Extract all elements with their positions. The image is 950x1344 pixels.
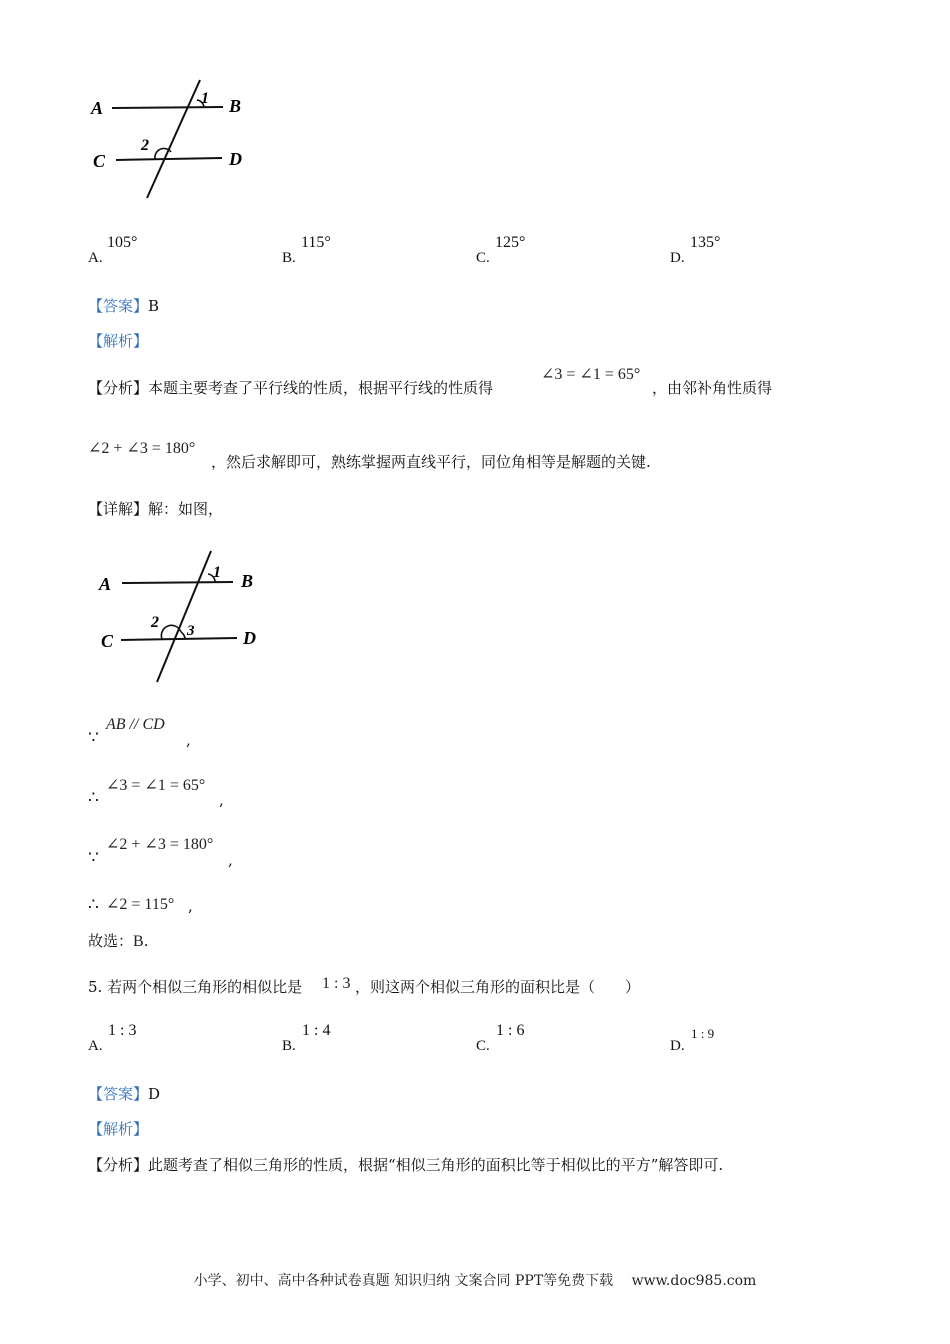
parallel-lines-figure-1 xyxy=(85,70,260,210)
q4-detail xyxy=(88,499,223,519)
step-1-comma: , xyxy=(186,731,191,749)
q4-option-a-value: 105° xyxy=(107,234,138,251)
q4-jiexi-tag: 【解析】 xyxy=(88,332,149,350)
line-ab xyxy=(122,582,233,583)
page-footer: 小学、初中、高中各种试卷真题 知识归纳 文案合同 PPT等免费下载 www.doc985.com xyxy=(193,1273,757,1289)
q4-option-d-letter: D. xyxy=(670,250,685,266)
label-2: 2 xyxy=(141,137,149,154)
because-symbol: ∵ xyxy=(88,848,99,868)
line-ab xyxy=(112,107,223,108)
step-2-comma: , xyxy=(219,791,224,809)
analysis-tag: 【分析】 xyxy=(88,379,149,397)
label-1: 1 xyxy=(201,90,209,107)
q5-stem-text-1: 5. 若两个相似三角形的相似比是 xyxy=(88,978,303,996)
answer-value: B xyxy=(148,297,160,315)
choose-value: B xyxy=(133,933,144,950)
transversal xyxy=(157,551,211,682)
q5-option-c-value: 1 : 6 xyxy=(496,1022,525,1039)
q5-option-b-value: 1 : 4 xyxy=(302,1022,331,1039)
label-b: B xyxy=(229,96,242,116)
analysis-math-2: ∠2 + ∠3 = 180° xyxy=(88,440,196,457)
step-4-comma: , xyxy=(188,897,193,915)
q4-option-c-letter: C. xyxy=(476,250,490,266)
label-c: C xyxy=(101,631,114,651)
q5-option-b-letter: B. xyxy=(282,1038,296,1054)
choose-end: . xyxy=(143,932,149,950)
q5-option-c-letter: C. xyxy=(476,1038,490,1054)
analysis-tag: 【分析】 xyxy=(88,1156,149,1174)
q5-jiexi-tag: 【解析】 xyxy=(88,1120,149,1138)
step-1-math: AB // CD xyxy=(106,716,165,733)
q5-option-d-value: 1 : 9 xyxy=(691,1026,715,1041)
q4-option-b-letter: B. xyxy=(282,250,296,266)
therefore-symbol: ∴ xyxy=(88,788,99,808)
q4-option-a-letter: A. xyxy=(88,250,103,266)
analysis-text-2: ，由邻补角性质得 xyxy=(652,379,773,397)
choose-text: 故选： xyxy=(88,932,134,950)
step-2-math: ∠3 = ∠1 = 65° xyxy=(106,777,206,794)
detail-tag: 【详解】 xyxy=(88,500,149,518)
step-3-math: ∠2 + ∠3 = 180° xyxy=(106,836,214,853)
q4-option-d-value: 135° xyxy=(690,234,721,251)
q4-choose xyxy=(88,931,148,952)
transversal xyxy=(147,80,200,198)
label-a: A xyxy=(99,574,112,594)
analysis-math-1: ∠3 = ∠1 = 65° xyxy=(541,366,641,383)
q5-stem-text-2: ，则这两个相似三角形的面积比是（ ） xyxy=(355,978,641,996)
q5-option-d-letter: D. xyxy=(670,1038,685,1054)
q4-option-b-value: 115° xyxy=(301,234,331,251)
q5-analysis xyxy=(88,1155,723,1175)
label-a: A xyxy=(91,98,104,118)
analysis-text-3: ，然后求解即可，熟练掌握两直线平行，同位角相等是解题的关键. xyxy=(211,453,651,471)
angle-2-arc xyxy=(155,148,171,159)
q5-option-a-letter: A. xyxy=(88,1038,103,1054)
q4-analysis-line1 xyxy=(88,378,493,398)
label-d: D xyxy=(243,628,256,648)
analysis-text-1: 本题主要考查了平行线的性质，根据平行线的性质得 xyxy=(148,379,494,397)
answer-value: D xyxy=(148,1085,161,1103)
q4-answer xyxy=(88,296,159,316)
detail-text: 解：如图， xyxy=(148,500,224,518)
answer-tag: 【答案】 xyxy=(88,1085,149,1103)
label-c: C xyxy=(93,151,106,171)
q5-ratio: 1 : 3 xyxy=(322,975,351,992)
parallel-lines-figure-2 xyxy=(95,543,275,688)
step-3-comma: , xyxy=(228,851,233,869)
q5-option-a-value: 1 : 3 xyxy=(108,1022,137,1039)
line-cd xyxy=(121,638,237,640)
label-b: B xyxy=(241,571,254,591)
label-d: D xyxy=(229,149,242,169)
label-1: 1 xyxy=(213,564,221,581)
answer-tag: 【答案】 xyxy=(88,297,149,315)
because-symbol: ∵ xyxy=(88,728,99,748)
q4-option-c-value: 125° xyxy=(495,234,526,251)
q5-answer xyxy=(88,1084,160,1104)
label-2: 2 xyxy=(151,614,159,631)
therefore-symbol: ∴ xyxy=(88,895,99,915)
label-3: 3 xyxy=(187,623,195,639)
step-4-math: ∠2 = 115° xyxy=(106,896,175,913)
analysis-text: 此题考查了相似三角形的性质，根据“相似三角形的面积比等于相似比的平方”解答即可. xyxy=(148,1156,724,1174)
line-cd xyxy=(116,158,222,160)
